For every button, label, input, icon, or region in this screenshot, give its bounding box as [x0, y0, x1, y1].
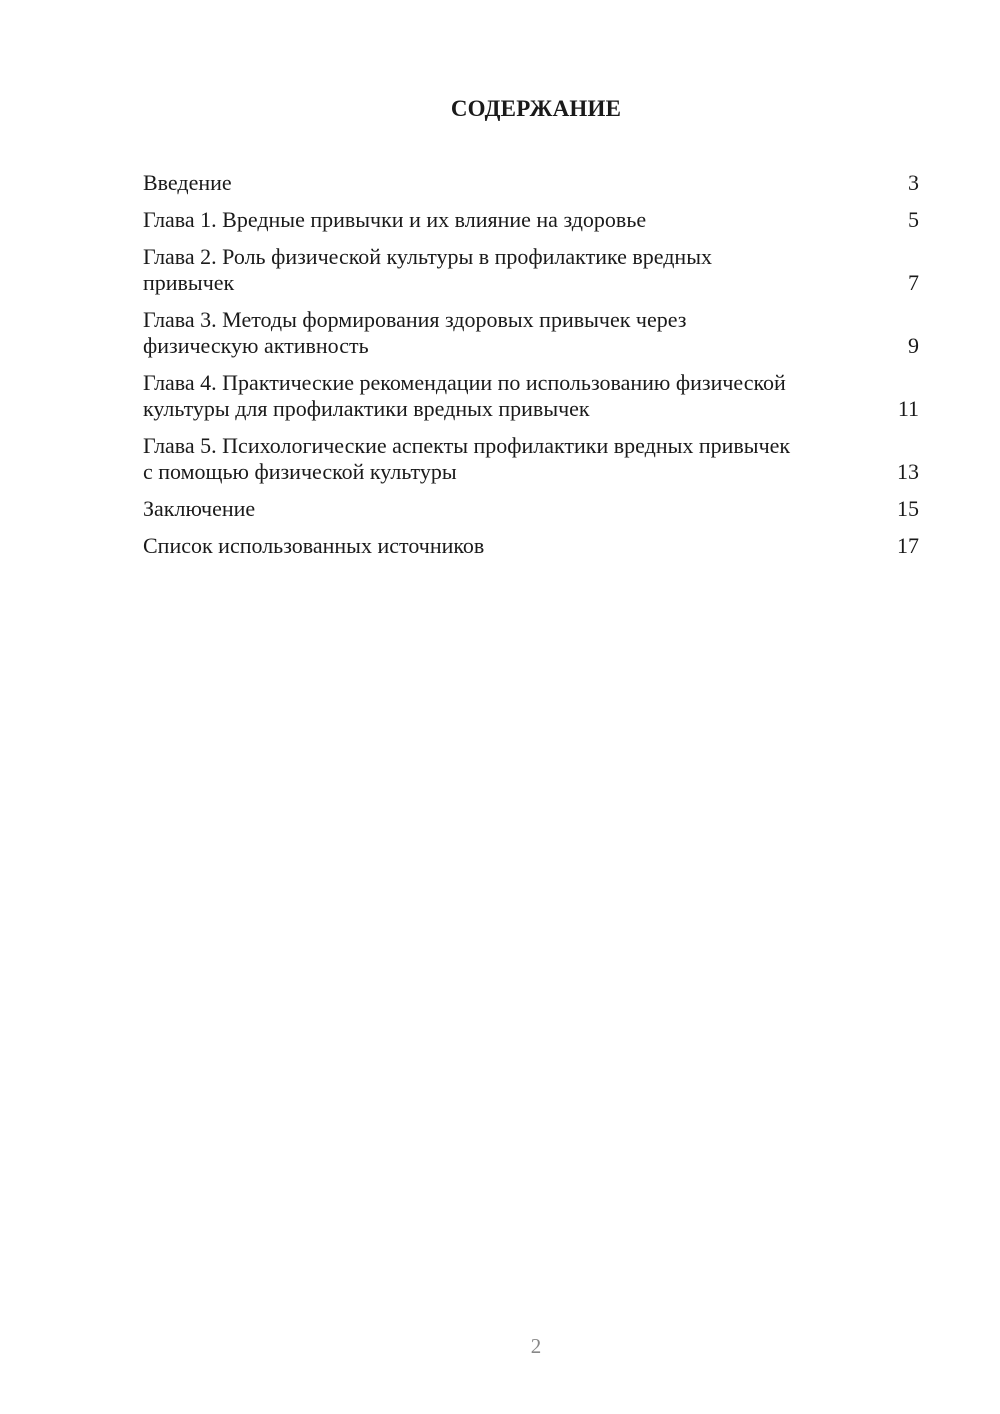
- toc-entry-chapter-4[interactable]: [143, 370, 919, 422]
- toc-title: СОДЕРЖАНИЕ: [450, 96, 622, 121]
- toc-entry-references[interactable]: [143, 533, 919, 559]
- toc-entry-text: Глава 4. Практические рекомендации по использованию физической культуры для профилактики вредных привычек: [143, 370, 786, 421]
- toc-entry-chapter-1[interactable]: [143, 207, 919, 233]
- toc-entry-chapter-5[interactable]: [143, 433, 919, 485]
- toc-entry-chapter-3[interactable]: [143, 307, 919, 359]
- toc-entry-text: Глава 1. Вредные привычки и их влияние на здоровье: [143, 207, 647, 232]
- toc-entry-text: Введение: [143, 170, 232, 195]
- toc-entry-text: Глава 3. Методы формирования здоровых привычек через физическую активность: [143, 307, 687, 358]
- toc-entry-page: 7: [908, 270, 919, 295]
- toc-entry-introduction[interactable]: [143, 170, 919, 196]
- toc-entry-chapter-2[interactable]: [143, 244, 919, 296]
- toc-entry-page: 17: [897, 533, 919, 558]
- toc-entry-text: Список использованных источников: [143, 533, 485, 558]
- toc-entry-page: 15: [897, 496, 919, 521]
- toc-entry-page: 13: [897, 459, 919, 484]
- toc-entry-page: 3: [908, 170, 919, 195]
- toc-entry-page: 9: [908, 333, 919, 358]
- toc-entry-text: Заключение: [143, 496, 256, 521]
- toc-entry-page: 5: [908, 207, 919, 232]
- toc-entry-conclusion[interactable]: [143, 496, 919, 522]
- page-number: 2: [530, 1334, 542, 1358]
- toc-entry-text: Глава 5. Психологические аспекты профилактики вредных привычек с помощью физической культуры: [143, 433, 791, 484]
- toc-entry-text: Глава 2. Роль физической культуры в профилактике вредных привычек: [143, 244, 712, 295]
- toc-entry-page: 11: [897, 396, 919, 421]
- table-of-contents: [143, 170, 919, 570]
